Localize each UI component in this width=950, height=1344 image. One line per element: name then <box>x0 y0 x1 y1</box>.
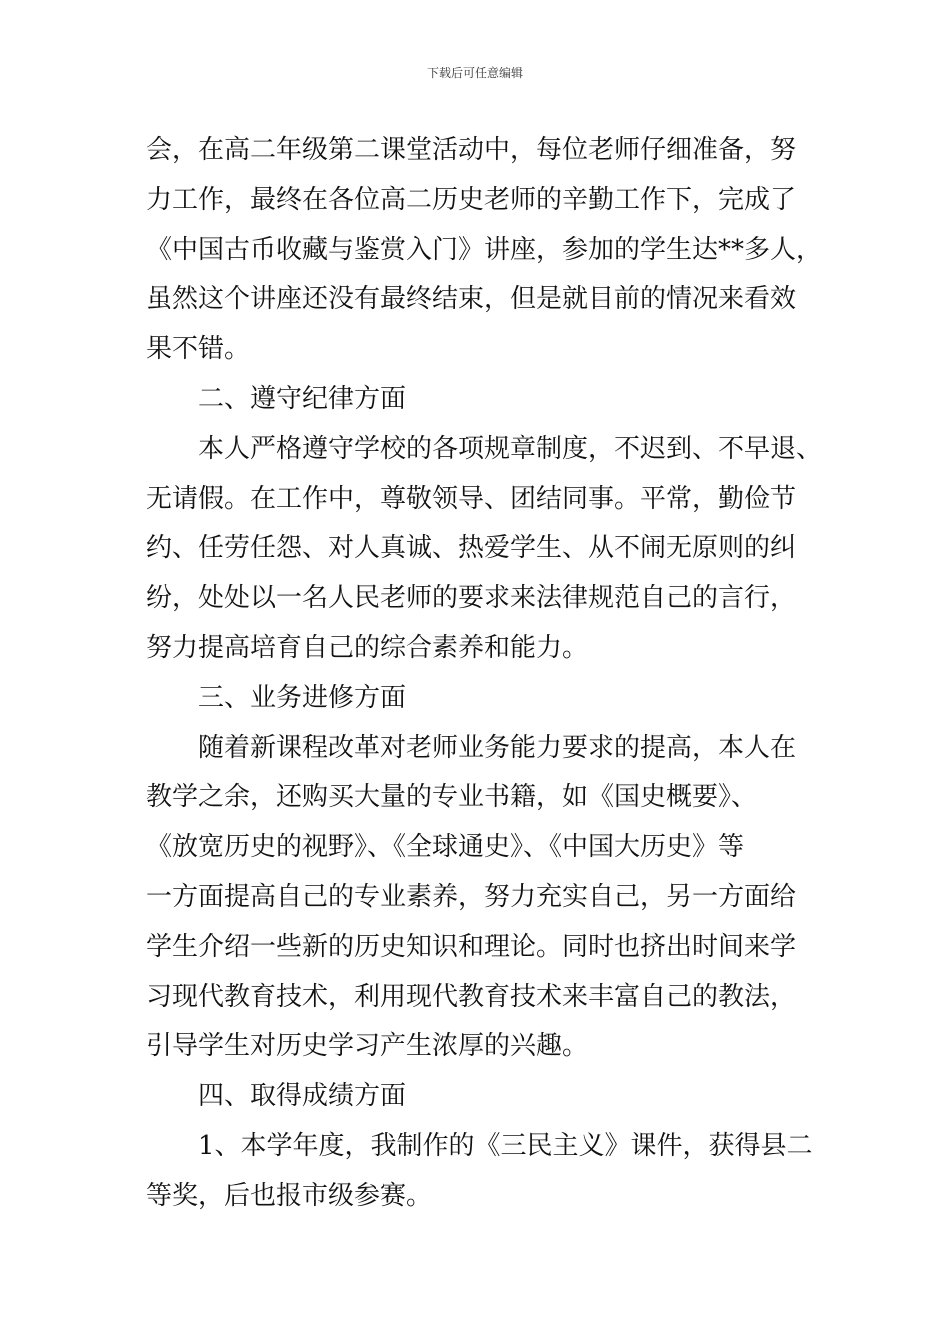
text-line: 1、本学年度，我制作的《三民主义》课件，获得县二 <box>198 1130 813 1161</box>
text-line: 努力提高培育自己的综合素养和能力。 <box>146 632 589 663</box>
section-heading: 四、取得成绩方面 <box>198 1081 407 1112</box>
text-line: 习现代教育技术，利用现代教育技术来丰富自己的教法， <box>146 981 797 1012</box>
text-line: 教学之余，还购买大量的专业书籍，如《国史概要》、 <box>146 782 758 813</box>
document-body <box>146 126 836 1222</box>
text-line: 学生介绍一些新的历史知识和理论。同时也挤出时间来学 <box>146 931 797 962</box>
text-line: 等奖，后也报市级参赛。 <box>146 1180 433 1211</box>
text-line: 约、任劳任怨、对人真诚、热爱学生、从不闹无原则的纠 <box>146 533 797 564</box>
text-line: 会，在高二年级第二课堂活动中，每位老师仔细准备，努 <box>146 135 797 165</box>
text-line: 果不错。 <box>146 334 251 365</box>
text-line: 本人严格遵守学校的各项规章制度，不迟到、不早退、 <box>198 433 823 464</box>
text-line: 一方面提高自己的专业素养，努力充实自己，另一方面给 <box>146 881 797 912</box>
text-line: 纷，处处以一名人民老师的要求来法律规范自己的言行， <box>146 583 797 614</box>
text-line: 虽然这个讲座还没有最终结束，但是就目前的情况来看效 <box>146 284 797 315</box>
section-heading: 三、业务进修方面 <box>198 682 407 713</box>
text-line: 《中国古币收藏与鉴赏入门》讲座，参加的学生达**多人， <box>146 234 823 265</box>
text-line: 力工作，最终在各位高二历史老师的辛勤工作下，完成了 <box>146 184 797 215</box>
text-line: 无请假。在工作中，尊敬领导、团结同事。平常，勤俭节 <box>146 483 797 514</box>
section-heading: 二、遵守纪律方面 <box>198 383 407 414</box>
page-header: 下载后可任意编辑 <box>426 66 523 80</box>
text-line: 引导学生对历史学习产生浓厚的兴趣。 <box>146 1031 589 1062</box>
text-line: 随着新课程改革对老师业务能力要求的提高，本人在 <box>198 732 797 763</box>
text-line: 《放宽历史的视野》、《全球通史》、《中国大历史》等 <box>146 832 745 863</box>
